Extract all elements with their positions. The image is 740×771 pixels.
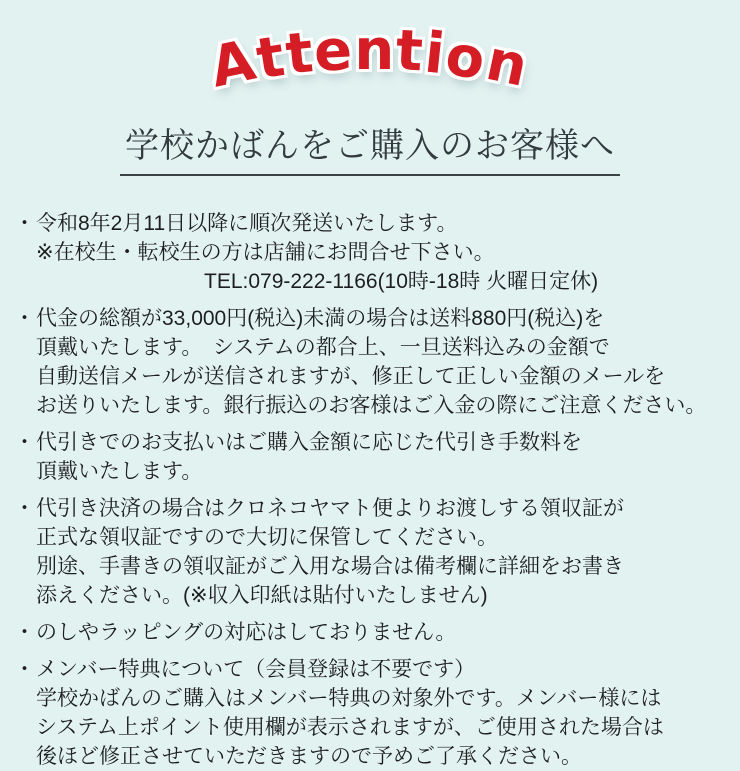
attention-letter: n [354, 18, 397, 83]
bullet-marker: ・ [14, 212, 35, 235]
notice-line: のしやラッピングの対応はしておりません。 [36, 621, 457, 644]
notice-item [14, 209, 728, 296]
notice-lines [36, 655, 728, 771]
notice-line: 頂戴いたします。 システムの都合上、一旦送料込みの金額で [36, 336, 610, 359]
notice-line: 代引きでのお支払いはご購入金額に応じた代引き手数料を [36, 431, 582, 454]
page-title: 学校かばんをご購入のお客様へ [120, 118, 620, 176]
notice-lines [36, 304, 728, 420]
attention-letter: t [282, 20, 318, 88]
attention-letter: e [312, 17, 357, 85]
notice-lines [36, 428, 728, 486]
bullet-marker: ・ [14, 431, 35, 454]
notice-lines [36, 209, 728, 296]
notice-line: お送りいたします。銀行振込のお客様はご入金の際にご注意ください。 [36, 394, 707, 417]
notice-line: 令和8年2月11日以降に順次発送いたします。 [36, 212, 458, 235]
attention-letter: A [205, 27, 264, 101]
attention-letter: n [480, 27, 535, 101]
bullet-marker: ・ [14, 621, 35, 644]
bullet-marker: ・ [14, 307, 35, 330]
notice-item [14, 494, 728, 610]
notice-line: メンバー特典について（会員登録は不要です） [36, 658, 476, 681]
notice-line: 代金の総額が33,000円(税込)未満の場合は送料880円(税込)を [36, 307, 605, 330]
tel-line: TEL:079-222-1166(10時-18時 火曜日定休) [204, 270, 599, 293]
notice-line: 後ほど修正させていただきますので予めご了承ください。 [36, 745, 582, 768]
notice-item [14, 618, 728, 647]
notice-line: 代引き決済の場合はクロネコヤマト便よりお渡しする領収証が [36, 497, 624, 520]
bullet-marker: ・ [14, 497, 35, 520]
attention-title [12, 10, 728, 118]
bullet-marker: ・ [14, 658, 35, 681]
attention-letter: i [421, 20, 450, 88]
notice-line: ※在校生・転校生の方は店舗にお問合せ下さい。 [36, 241, 495, 264]
attention-letter: o [441, 22, 492, 94]
notice-lines [36, 618, 728, 647]
heading-wrap [12, 118, 728, 176]
notice-line: システム上ポイント使用欄が表示されますが、ご使用された場合は [36, 716, 664, 739]
notice-line: 頂戴いたします。 [36, 460, 203, 483]
notice-line: 別途、手書きの領収証がご入用な場合は備考欄に詳細をお書き [36, 555, 624, 578]
notice-item [14, 655, 728, 771]
attention-letter: t [394, 18, 427, 85]
notice-list [12, 209, 728, 771]
notice-line: 学校かばんのご購入はメンバー特典の対象外です。メンバー様には [36, 687, 662, 710]
notice-item [14, 428, 728, 486]
notice-line: 自動送信メールが送信されますが、修正して正しい金額のメールを [36, 365, 666, 388]
notice-item [14, 304, 728, 420]
attention-letter: t [251, 23, 291, 93]
notice-line: 正式な領収証ですので大切に保管してください。 [36, 526, 498, 549]
notice-lines [36, 494, 728, 610]
notice-line: 添えください。(※収入印紙は貼付いたしません) [36, 584, 488, 607]
